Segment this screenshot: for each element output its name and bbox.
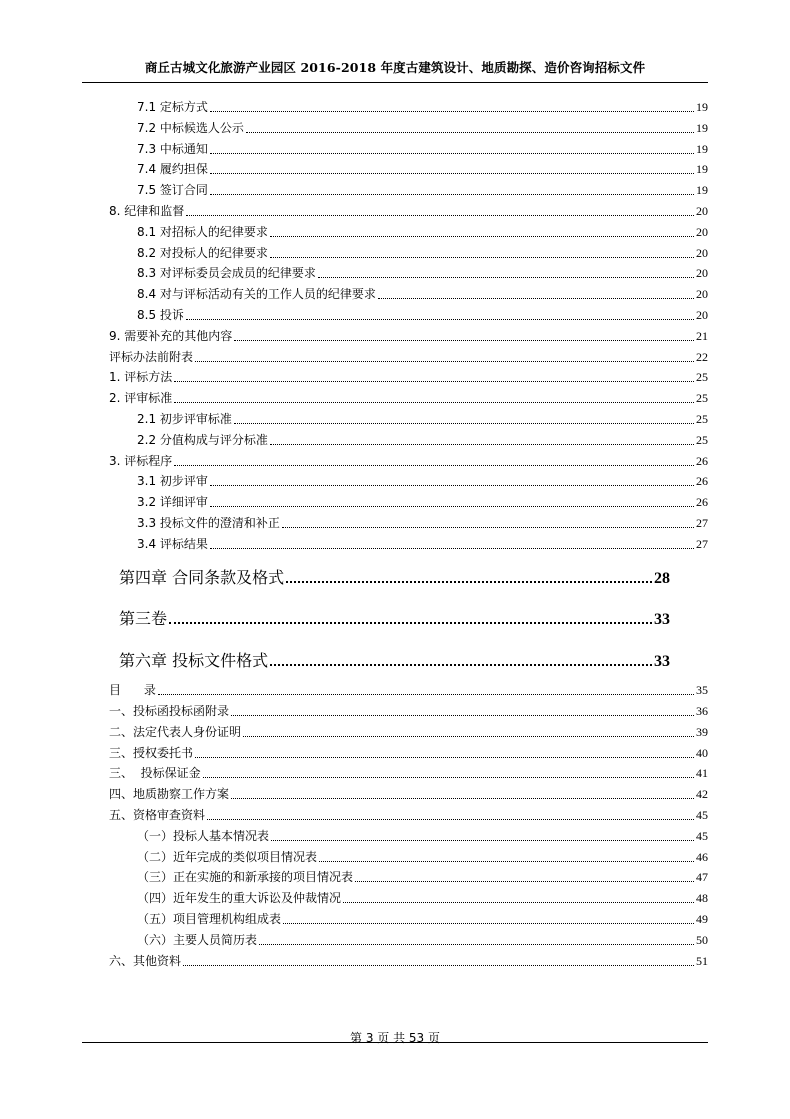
toc-page-number: 33 (654, 611, 670, 628)
toc-entry-text: 二、法定代表人身份证明 (109, 725, 242, 739)
toc-page-number: 42 (696, 787, 708, 801)
document-title: 商丘古城文化旅游产业园区 2016-2018 年度古建筑设计、地质勘探、造价咨询招标文件 (144, 60, 646, 75)
toc-entry-text: 第六章 投标文件格式 (119, 651, 269, 670)
toc-entry[interactable] (137, 869, 708, 885)
toc-entry[interactable] (137, 932, 708, 948)
toc-leader (270, 256, 694, 258)
toc-page-number: 19 (696, 183, 708, 197)
toc-leader (355, 880, 694, 882)
toc-entry[interactable] (137, 182, 708, 198)
toc-leader (158, 693, 694, 695)
toc-entry-text: 8. 纪律和监督 (109, 204, 185, 218)
toc-entry-text: 8.2 对投标人的纪律要求 (137, 246, 268, 260)
toc-entry[interactable] (109, 745, 708, 761)
toc-page-number: 19 (696, 100, 708, 114)
toc-entry-text: 三、 投标保证金 (109, 766, 201, 780)
toc-page-number: 20 (696, 225, 708, 239)
toc-entry-text: 8.3 对评标委员会成员的纪律要求 (137, 266, 316, 280)
toc-entry[interactable] (109, 953, 708, 969)
toc-entry[interactable] (109, 203, 708, 219)
toc-leader (174, 401, 694, 403)
toc-page-number: 20 (696, 266, 708, 280)
toc-leader (270, 443, 694, 445)
toc-entry[interactable] (137, 515, 708, 531)
toc-page-number: 45 (696, 829, 708, 843)
toc-entry[interactable] (137, 161, 708, 177)
toc-page-number: 28 (654, 570, 670, 587)
toc-entry[interactable] (137, 911, 708, 927)
toc-entry[interactable] (137, 265, 708, 281)
toc-page-number: 27 (696, 516, 708, 530)
toc-entry[interactable] (137, 890, 708, 906)
toc-page-number: 47 (696, 870, 708, 884)
toc-entry-text: 7.4 履约担保 (137, 162, 208, 176)
toc-entry[interactable] (109, 765, 708, 781)
toc-page-number: 19 (696, 142, 708, 156)
toc-entry-text: 目 录 (109, 683, 156, 697)
toc-entry-text: 四、地质勘察工作方案 (109, 787, 230, 801)
toc-entry[interactable] (109, 807, 708, 823)
toc-entry-text: （四）近年发生的重大诉讼及仲裁情况 (137, 891, 342, 905)
toc-entry-text: 2. 评审标准 (109, 391, 173, 405)
toc-leader (231, 797, 694, 799)
toc-leader (319, 860, 694, 862)
toc-entry-text: 7.1 定标方式 (137, 100, 208, 114)
toc-leader (286, 580, 652, 583)
toc-entry[interactable] (109, 453, 708, 469)
toc-entry[interactable] (137, 536, 708, 552)
toc-entry-text: （一）投标人基本情况表 (137, 829, 270, 843)
toc-page-number: 19 (696, 162, 708, 176)
toc-entry[interactable] (137, 286, 708, 302)
toc-page-number: 45 (696, 808, 708, 822)
toc-entry-text: 五、资格审查资料 (109, 808, 206, 822)
toc-page-number: 25 (696, 433, 708, 447)
toc-leader (210, 484, 694, 486)
toc-page-number: 20 (696, 204, 708, 218)
toc-entry-text: （二）近年完成的类似项目情况表 (137, 850, 318, 864)
toc-entry-text: 1. 评标方法 (109, 370, 173, 384)
toc-leader (246, 131, 694, 133)
toc-leader (270, 235, 694, 237)
toc-entry[interactable] (109, 328, 708, 344)
toc-page-number: 33 (654, 653, 670, 670)
toc-leader (174, 464, 694, 466)
toc-chapter-entry[interactable] (119, 566, 670, 588)
toc-leader (186, 318, 694, 320)
toc-chapter-entry[interactable] (119, 607, 670, 629)
toc-entry[interactable] (137, 828, 708, 844)
toc-page-number: 51 (696, 954, 708, 968)
toc-entry-text: 2.1 初步评审标准 (137, 412, 232, 426)
toc-entry[interactable] (137, 411, 708, 427)
toc-leader (210, 547, 694, 549)
toc-entry-text: 7.3 中标通知 (137, 142, 208, 156)
toc-entry-text: 2.2 分值构成与评分标准 (137, 433, 268, 447)
toc-page-number: 50 (696, 933, 708, 947)
toc-page-number: 49 (696, 912, 708, 926)
toc-entry[interactable] (137, 99, 708, 115)
toc-page-number: 48 (696, 891, 708, 905)
toc-page-number: 19 (696, 121, 708, 135)
toc-page-number: 25 (696, 391, 708, 405)
toc-entry[interactable] (137, 224, 708, 240)
toc-entry-text: 评标办法前附表 (109, 350, 194, 364)
toc-page-number: 27 (696, 537, 708, 551)
toc-leader (174, 380, 694, 382)
toc-page-number: 26 (696, 474, 708, 488)
page-number-label: 第 3 页 共 53 页 (350, 1031, 440, 1045)
toc-leader (243, 735, 694, 737)
toc-entry-text: 3.4 评标结果 (137, 537, 208, 551)
toc-entry[interactable] (137, 120, 708, 136)
toc-entry[interactable] (109, 682, 708, 698)
toc-entry[interactable] (109, 390, 708, 406)
toc-entry-text: 3.1 初步评审 (137, 474, 208, 488)
toc-page-number: 41 (696, 766, 708, 780)
toc-leader (282, 526, 694, 528)
toc-entry[interactable] (137, 141, 708, 157)
toc-leader (210, 110, 694, 112)
toc-page-number: 21 (696, 329, 708, 343)
toc-entry-text: 一、投标函投标函附录 (109, 704, 230, 718)
toc-leader (169, 621, 652, 624)
toc-leader (207, 818, 694, 820)
toc-entry-text: 8.1 对招标人的纪律要求 (137, 225, 268, 239)
toc-leader (183, 964, 694, 966)
toc-chapter-entry[interactable] (119, 649, 670, 671)
toc-entry[interactable] (109, 369, 708, 385)
toc-entry-text: 8.5 投诉 (137, 308, 184, 322)
toc-entry[interactable] (137, 494, 708, 510)
toc-entry-text: 第三卷 (119, 609, 168, 628)
toc-page-number: 35 (696, 683, 708, 697)
toc-page-number: 26 (696, 454, 708, 468)
toc-entry-text: 7.2 中标候选人公示 (137, 121, 244, 135)
toc-entry-text: 第四章 合同条款及格式 (119, 568, 285, 587)
toc-entry-text: （六）主要人员简历表 (137, 933, 258, 947)
toc-entry[interactable] (109, 349, 708, 365)
toc-leader (318, 276, 694, 278)
toc-leader (203, 776, 694, 778)
toc-leader (231, 714, 694, 716)
toc-leader (234, 339, 694, 341)
toc-entry-text: （五）项目管理机构组成表 (137, 912, 282, 926)
toc-entry-text: 7.5 签订合同 (137, 183, 208, 197)
toc-page-number: 22 (696, 350, 708, 364)
toc-page-number: 20 (696, 308, 708, 322)
toc-entry-text: 3.3 投标文件的澄清和补正 (137, 516, 280, 530)
toc-page-number: 40 (696, 746, 708, 760)
toc-page-number: 46 (696, 850, 708, 864)
toc-leader (210, 152, 694, 154)
toc-leader (270, 663, 652, 666)
toc-page-number: 20 (696, 287, 708, 301)
toc-entry-text: 3.2 详细评审 (137, 495, 208, 509)
toc-page-number: 25 (696, 412, 708, 426)
toc-leader (343, 901, 694, 903)
toc-leader (210, 172, 694, 174)
toc-entry[interactable] (109, 786, 708, 802)
toc-entry[interactable] (109, 724, 708, 740)
toc-page-number: 26 (696, 495, 708, 509)
toc-leader (210, 193, 694, 195)
header-divider (82, 82, 708, 83)
toc-leader (259, 943, 694, 945)
toc-leader (186, 214, 694, 216)
toc-leader (195, 756, 694, 758)
toc-leader (283, 922, 694, 924)
footer-divider (82, 1042, 708, 1043)
toc-page-number: 20 (696, 246, 708, 260)
toc-leader (234, 422, 694, 424)
toc-page-number: 25 (696, 370, 708, 384)
toc-entry[interactable] (137, 473, 708, 489)
toc-entry-text: 9. 需要补充的其他内容 (109, 329, 233, 343)
toc-entry-text: 3. 评标程序 (109, 454, 173, 468)
toc-page-number: 36 (696, 704, 708, 718)
toc-entry[interactable] (137, 245, 708, 261)
toc-leader (210, 505, 694, 507)
toc-leader (378, 297, 694, 299)
toc-entry-text: 8.4 对与评标活动有关的工作人员的纪律要求 (137, 287, 376, 301)
toc-entry-text: （三）正在实施的和新承接的项目情况表 (137, 870, 354, 884)
toc-entry-text: 六、其他资料 (109, 954, 182, 968)
toc-leader (195, 360, 694, 362)
toc-entry[interactable] (109, 703, 708, 719)
toc-entry[interactable] (137, 307, 708, 323)
toc-entry[interactable] (137, 849, 708, 865)
toc-leader (271, 839, 694, 841)
toc-entry-text: 三、授权委托书 (109, 746, 194, 760)
toc-page-number: 39 (696, 725, 708, 739)
toc-entry[interactable] (137, 432, 708, 448)
